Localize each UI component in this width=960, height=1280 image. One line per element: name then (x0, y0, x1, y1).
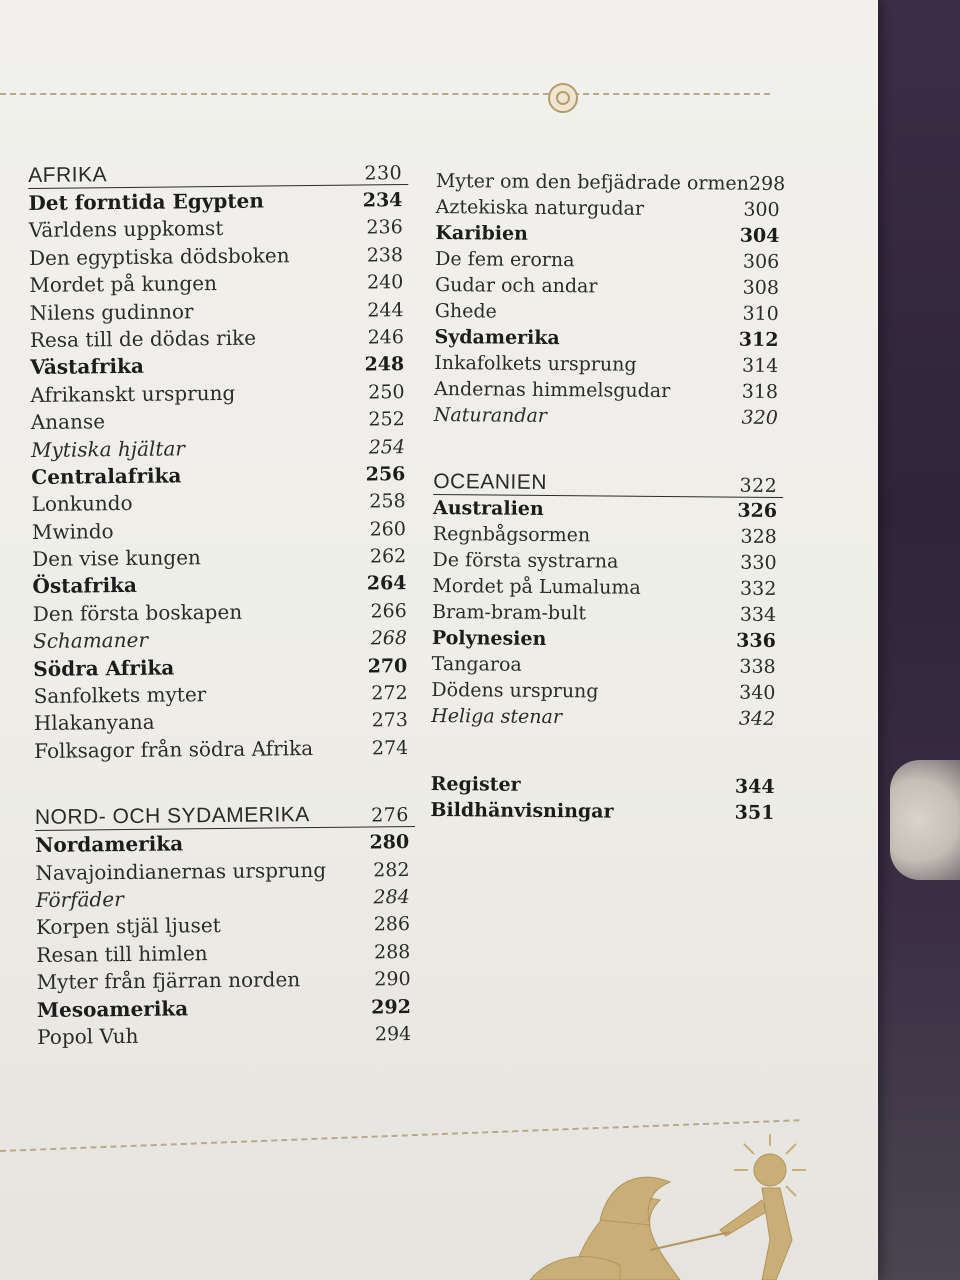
toc-entry-page: 330 (740, 551, 777, 574)
toc-entry-title: Gudar och andar (434, 273, 598, 298)
toc-entry (431, 705, 781, 734)
toc-entry-title: Naturandar (433, 403, 548, 427)
section-afrika (28, 154, 414, 766)
toc-entry-page: 266 (370, 599, 407, 623)
toc-right-column (430, 170, 786, 828)
toc-entry (29, 242, 409, 273)
toc-entry (37, 1021, 417, 1052)
toc-entry (435, 222, 785, 251)
toc-entry (435, 300, 785, 329)
entry-list (35, 829, 417, 1052)
toc-entry-page: 274 (371, 736, 409, 760)
toc-entry-title: Popol Vuh (37, 1023, 139, 1049)
sun-god-chariot-illustration (530, 1130, 830, 1280)
toc-entry (431, 679, 781, 708)
spacer (431, 731, 781, 776)
toc-entry-title: De fem erorna (435, 247, 575, 272)
toc-entry (436, 170, 786, 199)
section-heading (28, 154, 408, 189)
toc-entry-title: Myter om den befjädrade ormen (435, 170, 750, 195)
section-oceanien (431, 464, 783, 734)
toc-entry-page: 262 (369, 545, 407, 568)
toc-entry-page: 240 (366, 271, 404, 294)
toc-entry-title: Bram-bram-bult (432, 600, 587, 625)
toc-entry-page: 268 (370, 627, 408, 650)
toc-entry (33, 598, 413, 629)
toc-entry (32, 570, 412, 601)
toc-entry-page: 282 (373, 858, 410, 882)
entry-list (28, 187, 414, 766)
toc-entry (32, 516, 412, 547)
toc-entry-page: 308 (742, 276, 780, 299)
toc-entry-page: 340 (739, 681, 776, 704)
toc-entry-title: Sanfolkets myter (33, 682, 207, 709)
toc-entry-page: 292 (371, 995, 412, 1018)
toc-entry-title: Mesoamerika (36, 995, 189, 1022)
toc-entry (29, 269, 409, 300)
toc-entry-title: Södra Afrika (33, 655, 175, 681)
toc-entry (32, 488, 412, 519)
toc-entry-page: 256 (365, 462, 406, 486)
toc-entry-page: 250 (368, 380, 405, 404)
toc-entry (430, 799, 780, 828)
toc-entry-page: 300 (743, 198, 780, 222)
toc-entry-title: Resa till de dödas rike (29, 325, 257, 352)
toc-entry-title: Polynesien (431, 626, 547, 650)
toc-entry-title: Inkafolkets ursprung (434, 351, 637, 376)
toc-entry (32, 543, 412, 574)
toc-entry-title: Bildhänvisningar (430, 798, 614, 823)
section-heading-title: OCEANIEN (433, 469, 548, 494)
section-heading-page: 276 (371, 804, 410, 827)
toc-entry-title: Afrikanskt ursprung (30, 380, 236, 407)
toc-entry-title: Regnbågsormen (432, 522, 591, 547)
toc-entry-title: Schamaner (32, 628, 149, 654)
toc-entry-page: 252 (368, 408, 405, 431)
toc-entry-title: Dödens ursprung (431, 678, 599, 703)
toc-entry-title: Mytiska hjältar (30, 435, 185, 462)
toc-entry-page: 284 (373, 886, 410, 909)
toc-entry (35, 829, 415, 860)
top-dashed-rule (0, 93, 770, 95)
toc-entry-title: Navajoindianernas ursprung (35, 857, 327, 885)
toc-entry-page: 272 (371, 682, 408, 705)
toc-entry-title: Karibien (435, 221, 529, 245)
toc-entry-page: 254 (368, 435, 406, 458)
toc-entry (34, 707, 414, 738)
toc-entry-title: Tangaroa (431, 652, 522, 676)
toc-entry-title: Västafrika (30, 354, 144, 380)
toc-entry-page: 236 (366, 216, 403, 239)
toc-entry-page: 304 (739, 224, 780, 247)
toc-entry-title: Lonkundo (31, 491, 133, 517)
toc-entry-title: Myter från fjärran norden (36, 967, 301, 995)
toc-entry (432, 601, 782, 630)
toc-entry-title: Den första boskapen (32, 599, 243, 626)
section-heading-page: 322 (739, 474, 778, 497)
toc-entry-title: Den egyptiska dödsboken (28, 243, 290, 270)
toc-entry-page: 318 (741, 380, 779, 403)
section-heading-title: NORD- OCH SYDAMERIKA (34, 803, 310, 830)
toc-entry (432, 627, 782, 656)
toc-entry-page: 258 (369, 490, 406, 513)
toc-entry (29, 297, 409, 328)
spacer (34, 762, 414, 800)
toc-entry (30, 379, 410, 410)
section-heading-page: 230 (364, 162, 403, 185)
toc-entry (435, 274, 785, 303)
toc-entry-title: Korpen stjäl ljuset (35, 913, 221, 940)
toc-entry-page: 280 (369, 831, 410, 854)
toc-entry-title: Resan till himlen (36, 940, 208, 967)
toc-entry-title: Nilens gudinnor (29, 298, 194, 325)
toc-entry (432, 549, 782, 578)
toc-entry-title: Australien (432, 496, 544, 520)
toc-entry-page: 342 (738, 707, 776, 730)
toc-entry (36, 939, 416, 970)
toc-entry-page: 273 (371, 709, 409, 732)
toc-entry-title: Mwindo (31, 518, 114, 544)
toc-entry-title: Register (430, 772, 521, 796)
toc-entry (435, 248, 785, 277)
toc-entry-title: Den vise kungen (32, 545, 201, 572)
toc-entry-page: 248 (364, 353, 405, 376)
toc-entry-page: 336 (736, 629, 776, 652)
toc-entry (29, 214, 409, 245)
toc-entry (33, 625, 413, 656)
toc-entry-page: 286 (373, 913, 411, 936)
toc-entry (434, 378, 784, 407)
toc-entry (33, 653, 413, 684)
toc-entry (30, 324, 410, 355)
toc-entry (31, 434, 411, 465)
toc-entry (432, 653, 782, 682)
toc-entry-page: 246 (367, 326, 405, 349)
toc-entry-page: 306 (742, 250, 780, 273)
toc-entry-title: Ananse (30, 409, 106, 435)
toc-entry (431, 773, 781, 802)
toc-entry (31, 461, 411, 492)
spiral-ornament-icon (548, 83, 578, 113)
toc-entry (434, 326, 784, 355)
toc-entry-page: 332 (739, 577, 777, 600)
toc-entry (34, 735, 414, 766)
toc-entry-page: 344 (734, 775, 775, 798)
toc-entry-title: Folksagor från södra Afrika (34, 735, 314, 763)
toc-entry-page: 310 (742, 302, 779, 325)
toc-entry (433, 523, 783, 552)
toc-entry (37, 994, 417, 1025)
toc-entry-page: 298 (748, 172, 786, 196)
toc-entry (31, 406, 411, 437)
toc-entry (36, 884, 416, 915)
toc-entry (28, 187, 408, 218)
toc-entry-page: 334 (739, 603, 777, 626)
toc-entry (432, 575, 782, 604)
section-heading (433, 464, 783, 498)
toc-entry-title: De första systrarna (432, 548, 619, 573)
toc-entry-title: Östafrika (32, 573, 138, 599)
toc-entry (30, 351, 410, 382)
toc-entry-title: Mordet på Lumaluma (432, 574, 641, 599)
toc-entry-page: 264 (366, 572, 407, 595)
toc-entry (37, 966, 417, 997)
toc-entry-page: 326 (737, 499, 778, 522)
toc-entry-page: 238 (366, 243, 404, 267)
toc-entry (34, 680, 414, 711)
toc-entry-page: 288 (373, 940, 411, 964)
toc-entry-page: 314 (741, 354, 779, 377)
toc-entry (433, 497, 783, 526)
spacer (433, 430, 783, 467)
toc-entry-title: Hlakanyana (33, 710, 155, 736)
toc-entry-title: Förfäder (35, 887, 124, 912)
toc-entry-page: 234 (362, 189, 403, 212)
toc-entry-title: Ghede (434, 299, 497, 323)
section-nord-och-sydamerika (35, 796, 418, 1052)
toc-entry-page: 290 (374, 968, 411, 991)
toc-entry-title: Mordet på kungen (29, 271, 218, 298)
toc-entry-page: 312 (738, 328, 779, 351)
toc-entry-title: Världens uppkomst (28, 216, 224, 243)
section-heading (35, 796, 415, 831)
toc-entry (36, 911, 416, 942)
toc-entry (35, 857, 415, 888)
toc-entry-title: Andernas himmelsgudar (433, 377, 671, 403)
entry-list (431, 497, 783, 734)
toc-entry-page: 244 (367, 298, 404, 322)
lace-cloth (890, 760, 960, 880)
toc-entry-title: Heliga stenar (431, 704, 563, 729)
toc-entry-page: 328 (740, 525, 777, 548)
toc-entry-page: 260 (369, 517, 407, 541)
toc-entry-title: Nordamerika (35, 831, 184, 858)
toc-left-column (28, 154, 417, 1052)
toc-entry-page: 351 (734, 801, 775, 824)
toc-entry-title: Sydamerika (434, 325, 560, 350)
toc-entry-page: 270 (367, 654, 408, 678)
toc-entry-title: Centralafrika (31, 463, 182, 489)
toc-entry-title: Det forntida Egypten (28, 188, 264, 215)
toc-entry-page: 338 (739, 655, 776, 678)
section-heading-title: AFRIKA (28, 163, 108, 187)
toc-entry (436, 196, 786, 225)
toc-entry (434, 404, 784, 433)
toc-entry-page: 320 (741, 406, 778, 429)
toc-entry (434, 352, 784, 381)
toc-entry-page: 294 (374, 1022, 412, 1046)
entry-list (434, 170, 786, 433)
back-matter-list (430, 773, 780, 828)
toc-entry-title: Aztekiska naturgudar (435, 195, 645, 220)
